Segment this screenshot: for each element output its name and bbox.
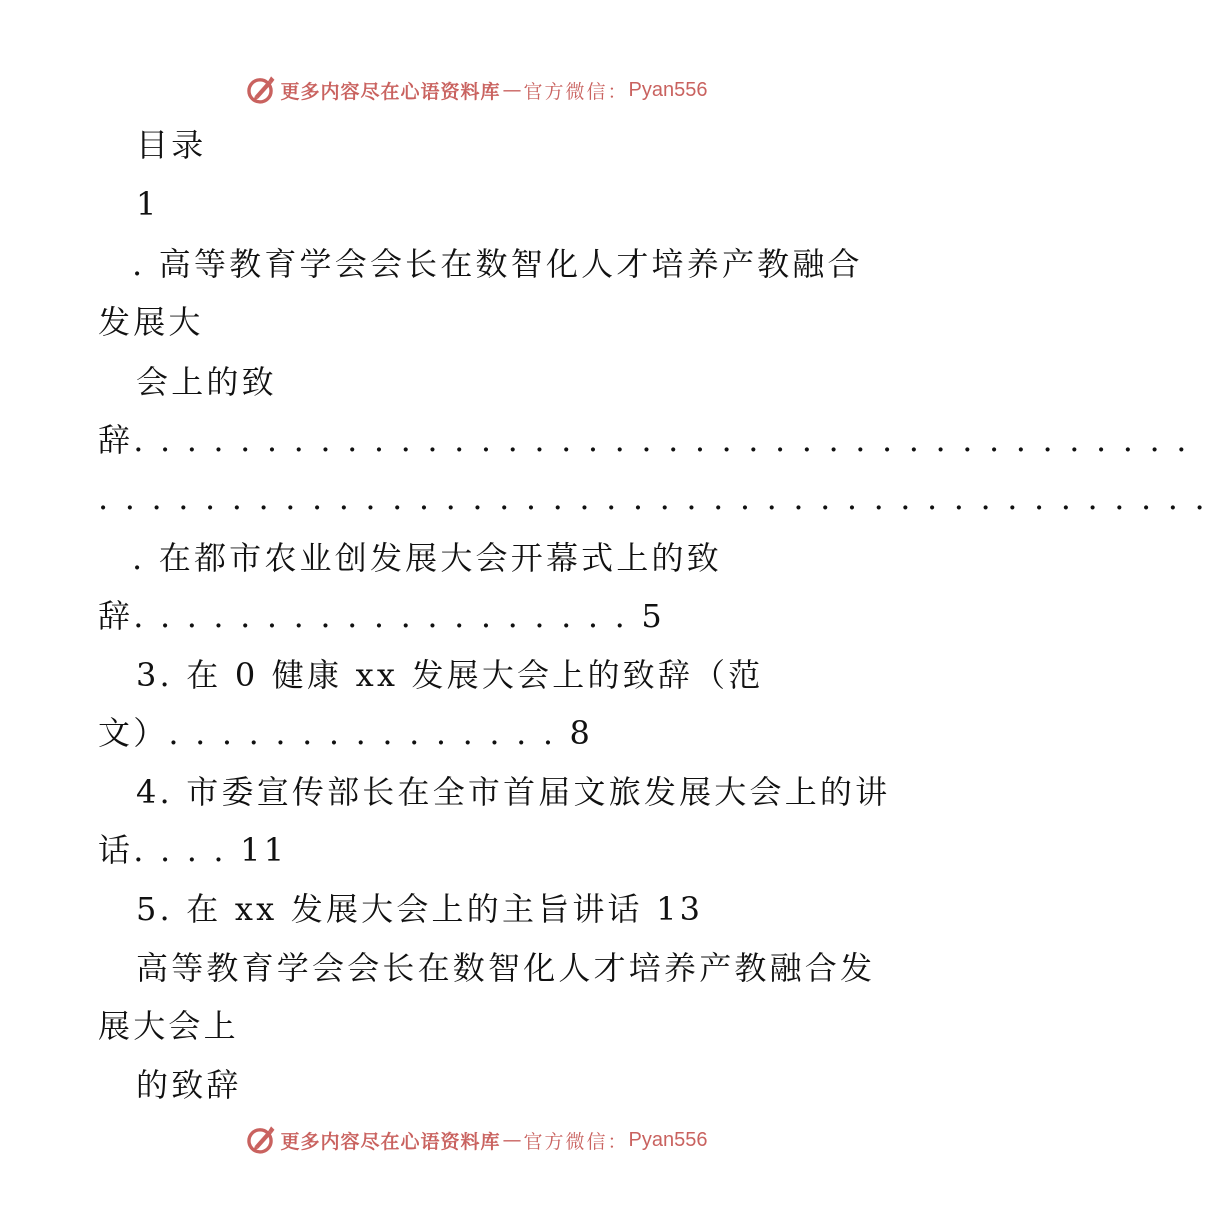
- watermark-brand: 更多内容尽在心语资料库: [280, 1130, 501, 1153]
- watermark-wechat-label: 官方微信：: [523, 1130, 629, 1153]
- watermark-wechat-id: Pyan556: [628, 78, 708, 101]
- watermark-header: [0, 70, 950, 110]
- toc-line: 4. 市委宣传部长在全市首届文旅发展大会上的讲: [136, 773, 891, 811]
- toc-line: 1: [136, 185, 160, 223]
- toc-line: 辞. . . . . . . . . . . . . . . . . . . . . . . . . . . . . . . . . . . . . . . .: [98, 421, 1190, 459]
- toc-heading: 目录: [136, 126, 207, 164]
- toc-line: 辞. . . . . . . . . . . . . . . . . . . 5: [98, 597, 665, 635]
- watermark-wechat-id: Pyan556: [628, 1128, 708, 1151]
- toc-line: . 高等教育学会会长在数智化人才培养产教融合: [132, 245, 863, 283]
- toc-line: 文）. . . . . . . . . . . . . . . 8: [98, 714, 594, 752]
- watermark-separator: —: [502, 1129, 522, 1151]
- toc-line: 发展大: [98, 303, 204, 341]
- watermark-separator: —: [502, 79, 522, 101]
- toc-line: 5. 在 xx 发展大会上的主旨讲话 13: [136, 890, 704, 928]
- toc-line: 会上的致: [136, 363, 277, 401]
- watermark-brand: 更多内容尽在心语资料库: [280, 80, 501, 103]
- toc-line: 话. . . . 11: [98, 831, 288, 869]
- body-title: 展大会上: [98, 1007, 239, 1045]
- body-title: 的致辞: [136, 1066, 242, 1104]
- toc-line: . 在都市农业创发展大会开幕式上的致: [132, 539, 722, 577]
- body-title: 高等教育学会会长在数智化人才培养产教融合发: [136, 949, 876, 987]
- toc-line: . . . . . . . . . . . . . . . . . . . . . . . . . . . . . . . . . . . . . . . . . .: [98, 479, 1208, 517]
- pen-logo-icon: [243, 73, 277, 107]
- watermark-footer: [0, 1120, 950, 1160]
- toc-line: 3. 在 0 健康 xx 发展大会上的致辞（范: [136, 656, 764, 694]
- pen-logo-icon: [243, 1123, 277, 1157]
- watermark-wechat-label: 官方微信：: [523, 80, 629, 103]
